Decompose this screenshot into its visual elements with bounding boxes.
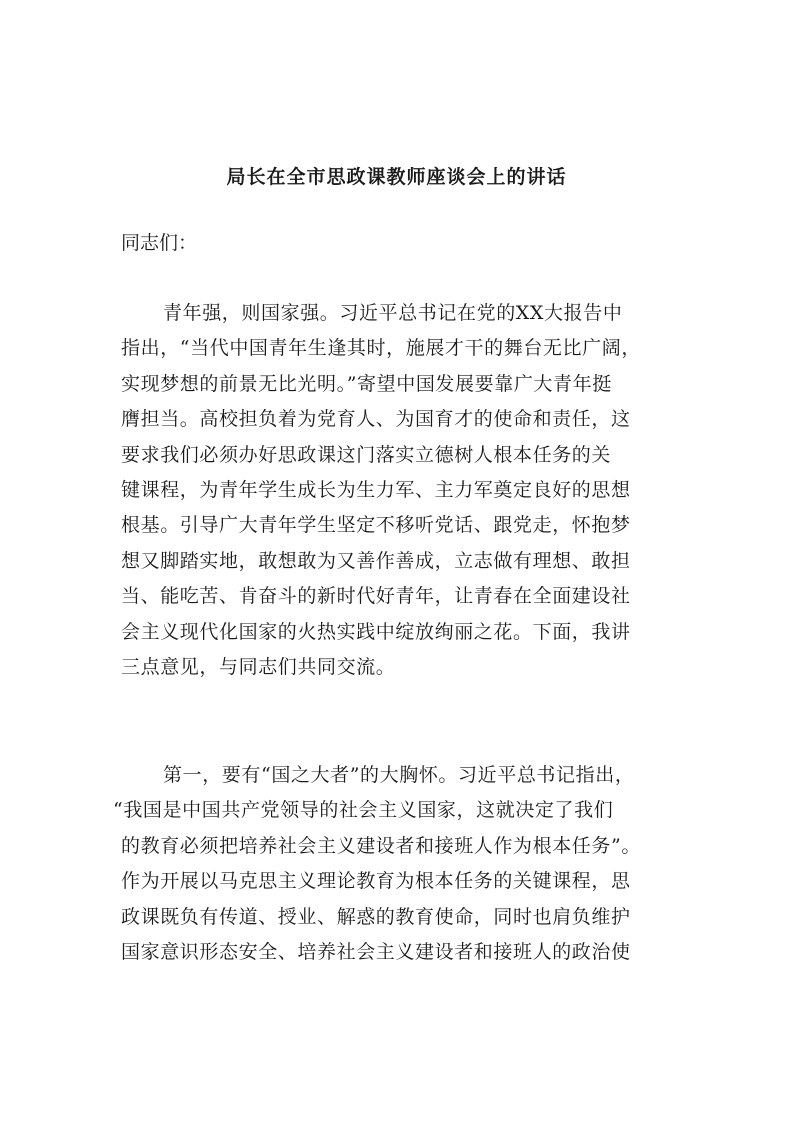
salutation: 同志们： — [121, 232, 198, 254]
paragraph-2 — [113, 758, 681, 970]
paragraph-line: 作为开展以马克思主义理论教育为根本任务的关键课程，思 — [121, 870, 631, 893]
paragraph-line: 要求我们必须办好思政课这门落实立德树人根本任务的关 — [121, 443, 612, 466]
paragraph-line: 青年强，则国家强。习近平总书记在党的XX大报告中 — [163, 302, 623, 324]
paragraph-line: 的教育必须把培养社会主义建设者和接班人作为根本任务”。 — [121, 834, 641, 857]
paragraph-line: 会主义现代化国家的火热实践中绽放绚丽之花。下面，我讲 — [121, 620, 631, 643]
paragraph-line: 当、能吃苦、肯奋斗的新时代好青年，让青春在全面建设社 — [121, 585, 631, 608]
paragraph-line: 实现梦想的前景无比光明。”寄望中国发展要靠广大青年挺 — [121, 372, 612, 395]
document-title: 局长在全市思政课教师座谈会上的讲话 — [226, 166, 567, 188]
paragraph-line: 键课程，为青年学生成长为生力军、主力军奠定良好的思想 — [121, 478, 631, 501]
paragraph-line: 国家意识形态安全、培养社会主义建设者和接班人的政治使 — [121, 940, 631, 963]
paragraph-line: 政课既负有传道、授业、解惑的教育使命，同时也肩负维护 — [121, 905, 631, 928]
paragraph-line: 三点意见，与同志们共同交流。 — [121, 655, 396, 678]
paragraph-line: 膺担当。高校担负着为党育人、为国育才的使命和责任，这 — [121, 408, 631, 431]
paragraph-1 — [121, 296, 681, 685]
paragraph-line: “我国是中国共产党领导的社会主义国家，这就决定了我们 — [113, 799, 614, 822]
paragraph-line: 第一，要有“国之大者”的大胸怀。习近平总书记指出， — [163, 764, 635, 786]
paragraph-line: 指出，“当代中国青年生逢其时，施展才干的舞台无比广阔， — [121, 337, 641, 360]
paragraph-line: 根基。引导广大青年学生坚定不移听党话、跟党走，怀抱梦 — [121, 514, 631, 537]
paragraph-line: 想又脚踏实地，敢想敢为又善作善成，立志做有理想、敢担 — [121, 549, 631, 572]
